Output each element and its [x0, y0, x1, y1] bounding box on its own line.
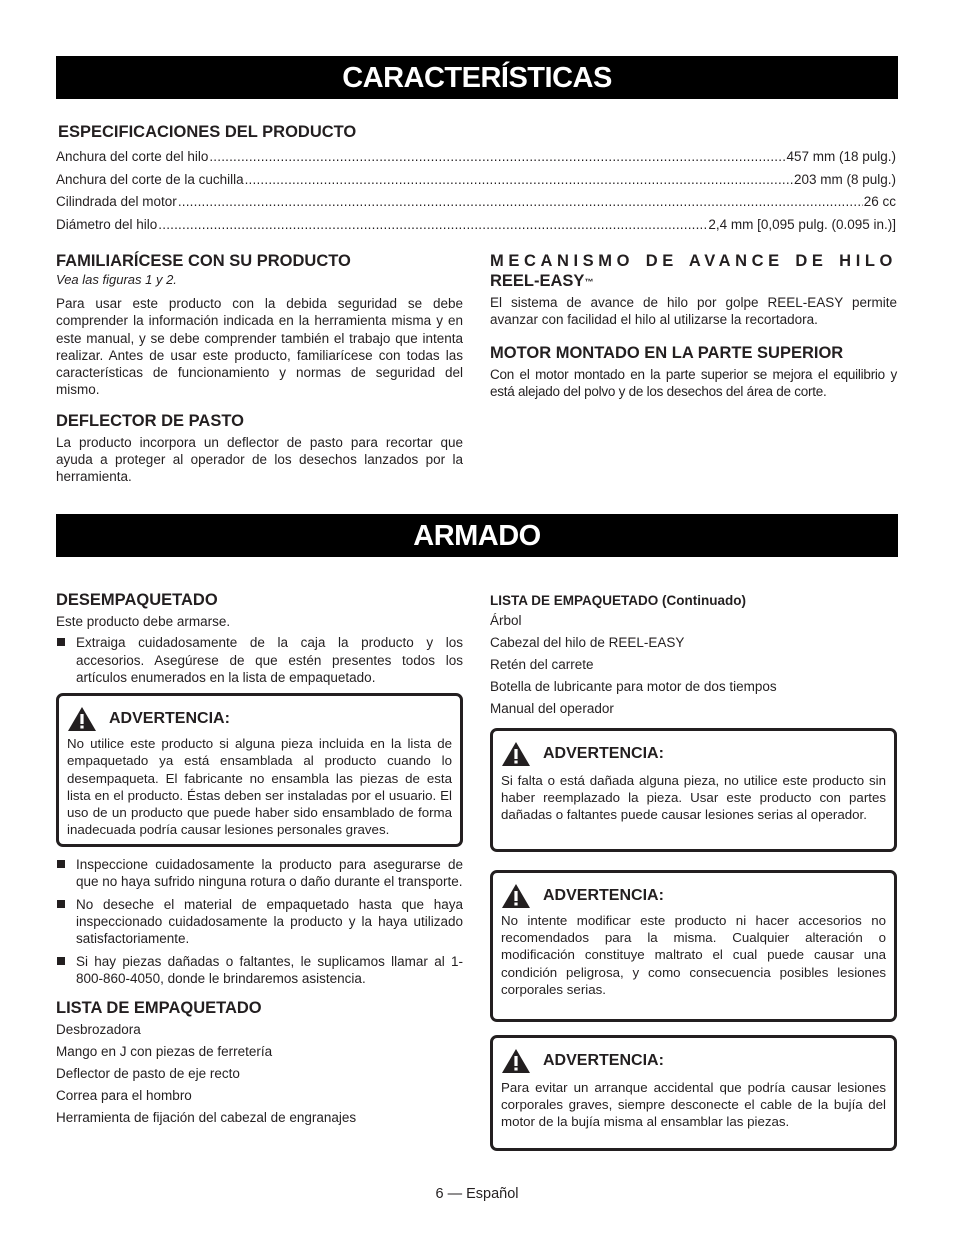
- spec-row: [56, 191, 896, 214]
- motor-body: Con el motor montado en la parte superior se mejora el equilibrio y está alejado del polvo y de los desechos del área de corte.: [490, 366, 897, 399]
- warning-label: ADVERTENCIA:: [109, 710, 230, 728]
- spec-label: Anchura del corte de la cuchilla: [56, 171, 244, 187]
- warning-box: [490, 870, 897, 1022]
- assembly-left-column: [56, 590, 463, 1129]
- list-item: No deseche el material de empaquetado hasta que haya inspeccionado cuidadosamente la producto y la haya utilizado satisfactoriamente.: [56, 896, 463, 948]
- page-footer: 6 — Español: [435, 1186, 519, 1202]
- spec-row: [56, 214, 896, 237]
- spec-value: 457 mm (18 pulg.): [786, 149, 896, 164]
- spec-value: 2,4 mm [0,095 pulg. (0.095 in.)]: [708, 217, 896, 233]
- warning-label: ADVERTENCIA:: [543, 1052, 664, 1069]
- familiarize-heading: FAMILIARÍCESE CON SU PRODUCTO: [56, 252, 351, 270]
- warning-triangle-icon: [501, 883, 531, 909]
- spec-value: 203 mm (8 pulg.): [793, 171, 896, 187]
- packing-list-heading: LISTA DE EMPAQUETADO: [56, 999, 262, 1018]
- section-banner-assembly: ARMADO: [56, 514, 898, 557]
- deflector-heading: DEFLECTOR DE PASTO: [56, 411, 244, 430]
- familiarize-body: Para usar este producto con la debida seguridad se debe comprender la información indicada en la herramienta misma y en este manual, y se debe comprender también el trabajo que intenta realizar. Antes de usar este producto, familiarícese con todas las características de funcionamiento y normas de seguridad del mismo.: [56, 296, 463, 398]
- leader-dots: [158, 214, 707, 237]
- warning-box: [490, 728, 897, 852]
- packing-item: Manual del operador: [490, 701, 614, 716]
- leader-dots: [245, 169, 793, 192]
- spec-label: Cilindrada del motor: [56, 194, 177, 210]
- deflector-body: La producto incorpora un deflector de pasto para recortar que ayuda a proteger al operador de los desechos lanzados por la herramienta.: [56, 434, 463, 485]
- warning-text: Si falta o está dañada alguna pieza, no utilice este producto sin haber reemplazado la pieza. Usar este producto con partes dañadas o faltantes puede causar lesiones serias al operador.: [501, 773, 886, 823]
- packing-item: Botella de lubricante para motor de dos tiempos: [490, 679, 777, 694]
- leader-dots: [209, 146, 785, 169]
- warning-triangle-icon: [67, 706, 97, 732]
- packing-item: Árbol: [490, 613, 522, 628]
- bullet-square-icon: [57, 900, 65, 908]
- packing-item: Retén del carrete: [490, 657, 594, 672]
- warning-triangle-icon: [501, 1048, 531, 1074]
- spec-label: Anchura del corte del hilo: [56, 149, 209, 164]
- features-left-column: [56, 251, 463, 486]
- list-item: Si hay piezas dañadas o faltantes, le suplicamos llamar al 1-800-860-4050, donde le brindaremos asistencia.: [56, 953, 463, 988]
- warning-text: Para evitar un arranque accidental que podría causar lesiones corporales graves, siempre desconecte el cable de la bujía del motor de la bujía misma al ensamblar las piezas.: [501, 1080, 886, 1130]
- figure-reference: Vea las figuras 1 y 2.: [56, 272, 177, 287]
- assembly-right-column: [490, 592, 897, 1151]
- bullet-square-icon: [57, 957, 65, 965]
- unpacking-intro: Este producto debe armarse.: [56, 614, 231, 629]
- packing-item: Desbrozadora: [56, 1022, 141, 1038]
- leader-dots: [178, 191, 863, 214]
- warning-triangle-icon: [501, 741, 531, 767]
- packing-item: Deflector de pasto de eje recto: [56, 1066, 240, 1082]
- spec-row: [56, 169, 896, 192]
- warning-box: [56, 693, 463, 847]
- list-item: Extraiga cuidadosamente de la caja la producto y los accesorios. Asegúrese de que estén presentes todos los artículos enumerados en la lista de empaquetado.: [56, 634, 463, 686]
- warning-text: No utilice este producto si alguna pieza incluida en la lista de empaquetado ya está ensamblada al producto cuando lo desempaqueta. El fabricante no ensambla las piezas de esta lista en el producto. Éstas deben ser instaladas por el usuario. El uso de un producto que puede haber sido ensamblado de forma inadecuada podría causar lesiones personales graves.: [67, 736, 452, 838]
- packing-item: Mango en J con piezas de ferretería: [56, 1044, 273, 1060]
- reel-easy-heading-line2: REEL-EASY™: [490, 272, 594, 290]
- warning-box: [490, 1035, 897, 1151]
- reel-easy-heading: MECANISMO DE AVANCE DE HILO: [490, 252, 897, 270]
- section-banner-features: CARACTERÍSTICAS: [56, 56, 898, 99]
- warning-text: No intente modificar este producto ni hacer accesorios no recomendados para la misma. Cualquier alteración o modificación constituye maltrato el cual puede causar una condición peligrosa, y como consecuencia posibles lesiones corporales serias.: [501, 913, 886, 997]
- packing-item: Correa para el hombro: [56, 1088, 192, 1104]
- packing-list-continued-heading: LISTA DE EMPAQUETADO (Continuado): [490, 593, 746, 608]
- product-specifications: [56, 122, 896, 237]
- warning-label: ADVERTENCIA:: [543, 745, 664, 762]
- spec-value: 26 cc: [863, 194, 896, 210]
- specs-heading: ESPECIFICACIONES DEL PRODUCTO: [58, 123, 357, 141]
- bullet-square-icon: [57, 860, 65, 868]
- unpacking-heading: DESEMPAQUETADO: [56, 591, 218, 609]
- packing-item: Herramienta de fijación del cabezal de engranajes: [56, 1110, 357, 1126]
- spec-row: [56, 146, 896, 169]
- motor-heading: MOTOR MONTADO EN LA PARTE SUPERIOR: [490, 343, 844, 362]
- features-right-column: [490, 251, 897, 400]
- warning-label: ADVERTENCIA:: [543, 887, 664, 904]
- packing-item: Cabezal del hilo de REEL-EASY: [490, 635, 685, 650]
- bullet-square-icon: [57, 638, 65, 646]
- list-item: Inspeccione cuidadosamente la producto para asegurarse de que no haya sufrido ninguna rotura o daño durante el transporte.: [56, 856, 463, 891]
- spec-label: Diámetro del hilo: [56, 217, 158, 233]
- reel-easy-body: El sistema de avance de hilo por golpe REEL-EASY permite avanzar con facilidad el hilo al utilizarse la recortadora.: [490, 295, 897, 328]
